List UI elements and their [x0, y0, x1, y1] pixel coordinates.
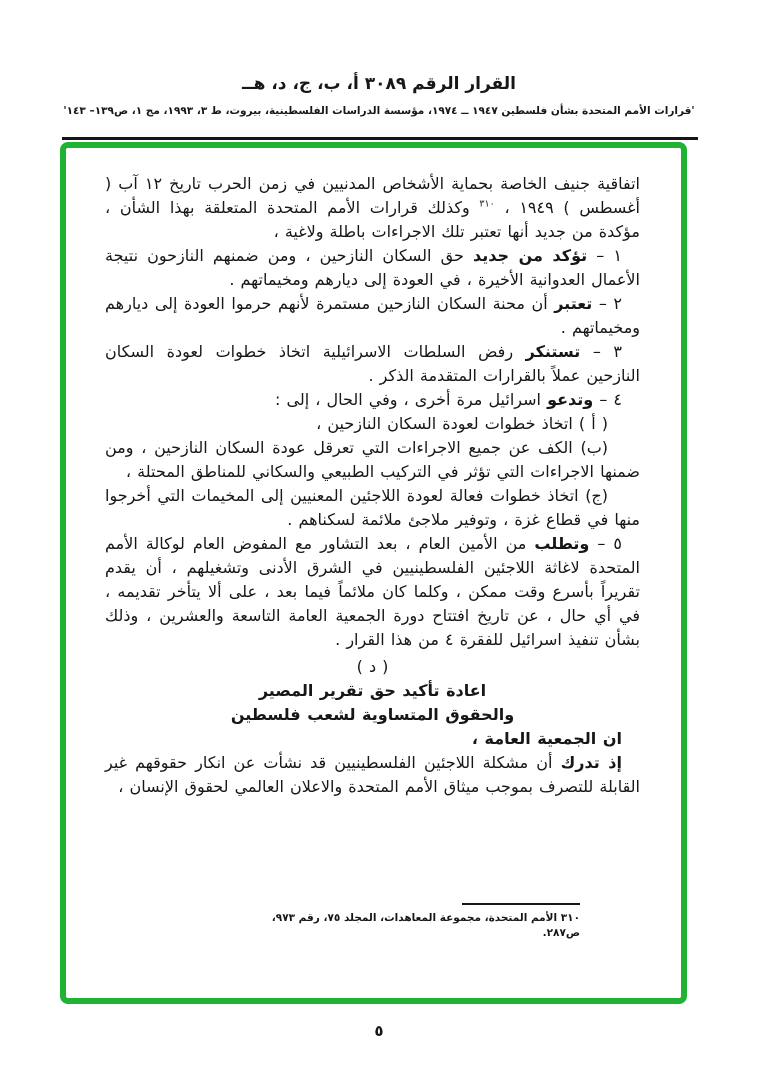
- clause-3-lead: تستنكر: [525, 342, 581, 361]
- subclause-b: [105, 436, 640, 484]
- clause-4-lead: وتدعو: [547, 390, 594, 409]
- preamble-text: أن مشكلة اللاجئين الفلسطينيين قد نشأت عن انكار حقوقهم غير القابلة للتصرف بموجب ميثاق الأمم المتحدة والاعلان العالمي لحقوق الإنسان ،: [105, 753, 640, 796]
- assembly-opener: ان الجمعية العامة ،: [471, 729, 622, 748]
- subclause-a-label: ( أ ): [578, 414, 608, 433]
- clause-3-text: رفض السلطات الاسرائيلية اتخاذ خطوات لعودة السكان النازحين عملاً بالقرارات المتقدمة الذكر .: [105, 342, 640, 385]
- clause-1-lead: تؤكد من جديد: [472, 246, 588, 265]
- section-d-heading-line2: والحقوق المتساوية لشعب فلسطين: [230, 705, 515, 724]
- clause-2-number: ٢ –: [598, 294, 622, 313]
- section-d-marker: ( د ): [356, 657, 389, 676]
- clause-3-number: ٣ –: [592, 342, 622, 361]
- section-d-heading-line1: اعادة تأكيد حق تقرير المصير: [258, 681, 487, 700]
- document-body: [105, 172, 640, 799]
- subclause-b-label: (ب): [580, 438, 608, 457]
- preamble-clause: [105, 751, 640, 799]
- subclause-a: [105, 412, 640, 436]
- footnote-reference: ٣١٠: [479, 198, 495, 210]
- subclause-b-text: الكف عن جميع الاجراءات التي تعرقل عودة السكان النازحين ، ومن ضمنها الاجراءات التي تؤثر في التركيب الطبيعي والسكاني للمناطق المحتلة ،: [105, 438, 640, 481]
- clause-2-text: أن محنة السكان النازحين مستمرة لأنهم حرموا العودة إلى ديارهم ومخيماتهم .: [105, 294, 640, 337]
- clause-4-number: ٤ –: [599, 390, 622, 409]
- subclause-c-label: (ج): [585, 486, 608, 505]
- source-citation: 'قرارات الأمم المتحدة بشأن فلسطين ١٩٤٧ ــ ١٩٧٤، مؤسسة الدراسات الفلسطينية، بيروت، ط ٣، ١٩٩٣، مج ١، ص١٣٩– ١٤٣': [63, 105, 695, 117]
- intro-paragraph: [105, 172, 640, 244]
- subclause-a-text: اتخاذ خطوات لعودة السكان النازحين ،: [316, 414, 573, 433]
- page-title: القرار الرقم ٣٠٨٩ أ، ب، ج، د، هــ: [242, 74, 516, 94]
- clause-2: [105, 292, 640, 340]
- clause-5: [105, 532, 640, 652]
- clause-1-number: ١ –: [596, 246, 622, 265]
- intro-text-start: اتفاقية جنيف الخاصة بحماية الأشخاص المدنيين في زمن الحرب تاريخ ١٢ آب ( أغسطس ) ١٩٤٩ ،: [105, 174, 641, 217]
- clause-4: [105, 388, 640, 412]
- clause-1: [105, 244, 640, 292]
- clause-2-lead: تعتبر: [554, 294, 593, 313]
- page-number: ٥: [374, 1022, 384, 1040]
- clause-3: [105, 340, 640, 388]
- footnote-text: الأمم المتحدة، مجموعة المعاهدات، المجلد ٧٥، رقم ٩٧٣، ص٢٨٧.: [271, 912, 580, 939]
- clause-5-lead: وتطلب: [534, 534, 590, 553]
- clause-1-text: حق السكان النازحين ، ومن ضمنهم النازحون نتيجة الأعمال العدوانية الأخيرة ، في العودة إلى ديارهم ومخيماتهم .: [105, 246, 640, 289]
- clause-5-text: من الأمين العام ، بعد التشاور مع المفوض العام لوكالة الأمم المتحدة لاغاثة اللاجئين الفلسطينيين في الشرق الأدنى وتشغيلهم ، أن يقدم تقريراً بأسرع وقت ممكن ، وكلما كان ملائماً فيما بعد ، على ألا يتأخر تقديمه ، في أي حال ، عن تاريخ افتتاح دورة الجمعية العامة التاسعة والعشرين ، وذلك بشأن تنفيذ اسرائيل للفقرة ٤ من هذا القرار .: [105, 534, 640, 649]
- footnote-rule: [462, 903, 580, 905]
- header-rule: [62, 137, 698, 140]
- subclause-c-text: اتخاذ خطوات فعالة لعودة اللاجئين المعنيين إلى المخيمات التي أخرجوا منها في قطاع غزة ، وتوفير ملاجئ ملائمة لسكناهم .: [105, 486, 640, 529]
- footnote: [270, 903, 580, 941]
- clause-5-number: ٥ –: [597, 534, 622, 553]
- subclause-c: [105, 484, 640, 532]
- intro-text-end: وكذلك قرارات الأمم المتحدة المتعلقة بهذا الشأن ، مؤكدة من جديد أنها تعتبر تلك الاجراءات باطلة ولاغية ،: [105, 198, 640, 241]
- clause-4-text: اسرائيل مرة أخرى ، وفي الحال ، إلى :: [275, 390, 541, 409]
- footnote-marker: ٣١٠: [560, 912, 580, 924]
- preamble-lead: إذ تدرك: [560, 753, 623, 772]
